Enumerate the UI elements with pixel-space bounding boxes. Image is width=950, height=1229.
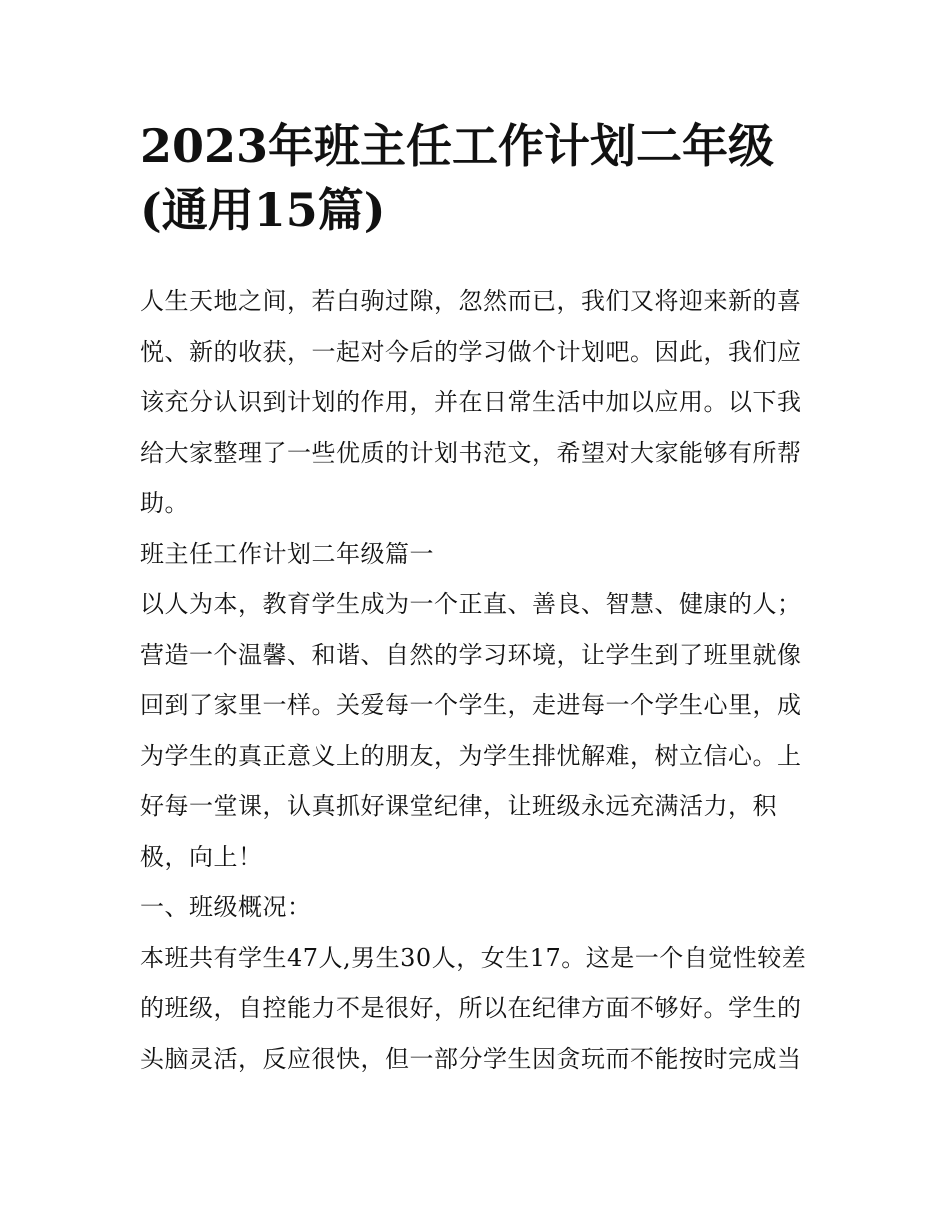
section-heading: 班主任工作计划二年级篇一 xyxy=(140,539,434,568)
intro-paragraph: 人生天地之间，若白驹过隙，忽然而已，我们又将迎来新的喜悦、新的收获，一起对今后的学习做个计划吧。因此，我们应该充分认识到计划的作用，并在日常生活中加以应用。以下我给大家整理了一些优质的计划书范文，希望对大家能够有所帮助。 xyxy=(140,287,802,517)
document-title: 2023年班主任工作计划二年级(通用15篇) xyxy=(140,119,775,237)
subsection-heading: 一、班级概况： xyxy=(140,893,312,921)
body-paragraph: 以人为本，教育学生成为一个正直、善良、智慧、健康的人；营造一个温馨、和谐、自然的学习环境，让学生到了班里就像回到了家里一样。关爱每一个学生，走进每一个学生心里，成为学生的真正意义上的朋友，为学生排忧解难，树立信心。上好每一堂课，认真抓好课堂纪律，让班级永远充满活力，积极，向上！ xyxy=(140,590,802,871)
body-paragraph: 本班共有学生47人,男生30人，女生17。这是一个自觉性较差的班级，自控能力不是很好，所以在纪律方面不够好。学生的头脑灵活，反应很快，但一部分学生因贪玩而不能按时完成当 xyxy=(140,943,807,1073)
document-body xyxy=(140,276,816,1084)
